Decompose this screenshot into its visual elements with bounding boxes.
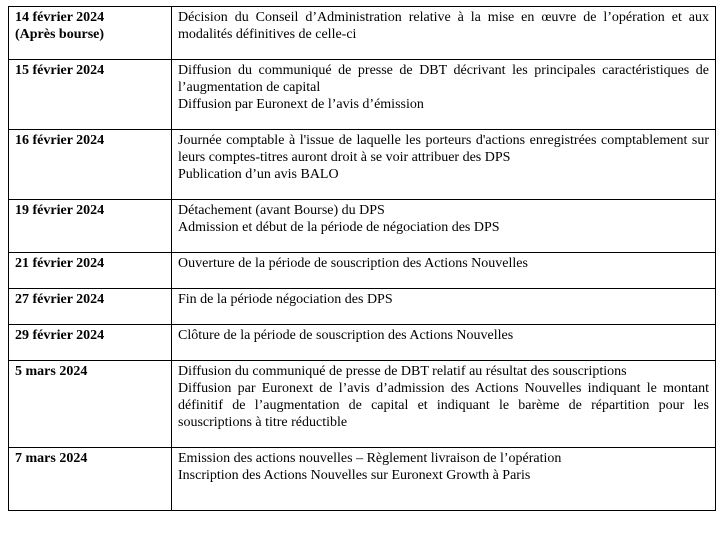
date-line: 21 février 2024 (15, 256, 105, 271)
date-line: 7 mars 2024 (15, 451, 88, 466)
description-line: Admission et début de la période de négociation des DPS (178, 220, 500, 235)
schedule-description (172, 60, 716, 130)
schedule-description (172, 130, 716, 200)
schedule-row (9, 200, 716, 253)
schedule-date (9, 361, 172, 448)
date-line: 14 février 2024 (15, 10, 105, 25)
description-line: Fin de la période négociation des DPS (178, 292, 393, 307)
date-line: 5 mars 2024 (15, 364, 88, 379)
schedule-row (9, 361, 716, 448)
schedule-row (9, 60, 716, 130)
schedule-body (9, 7, 716, 511)
description-line: Publication d’un avis BALO (178, 167, 339, 182)
schedule-description (172, 7, 716, 60)
schedule-table (8, 6, 716, 511)
schedule-date (9, 7, 172, 60)
schedule-date (9, 200, 172, 253)
schedule-date (9, 289, 172, 325)
description-line: Diffusion du communiqué de presse de DBT relatif au résultat des souscriptions (178, 364, 627, 379)
schedule-row (9, 7, 716, 60)
description-line: Ouverture de la période de souscription des Actions Nouvelles (178, 256, 528, 271)
date-line: 15 février 2024 (15, 63, 105, 78)
description-line: Décision du Conseil d’Administration relative à la mise en œuvre de l’opération et aux modalités définitives de celle-ci (178, 10, 709, 42)
description-line: Inscription des Actions Nouvelles sur Euronext Growth à Paris (178, 468, 531, 483)
description-line: Diffusion du communiqué de presse de DBT décrivant les principales caractéristiques de l’augmentation de capital (178, 63, 709, 95)
description-line: Emission des actions nouvelles – Règlement livraison de l’opération (178, 451, 562, 466)
schedule-date (9, 325, 172, 361)
schedule-row (9, 130, 716, 200)
date-line: (Après bourse) (15, 27, 105, 42)
schedule-date (9, 448, 172, 511)
schedule-description (172, 361, 716, 448)
schedule-row (9, 289, 716, 325)
schedule-date (9, 253, 172, 289)
schedule-description (172, 289, 716, 325)
schedule-date (9, 60, 172, 130)
description-line: Diffusion par Euronext de l’avis d’admission des Actions Nouvelles indiquant le montant définitif de l’augmentation de capital et indiquant le barème de répartition pour les souscriptions à titre réductible (178, 381, 709, 430)
date-line: 27 février 2024 (15, 292, 105, 307)
schedule-row (9, 448, 716, 511)
date-line: 19 février 2024 (15, 203, 105, 218)
schedule-date (9, 130, 172, 200)
description-line: Diffusion par Euronext de l’avis d’émission (178, 97, 424, 112)
description-line: Détachement (avant Bourse) du DPS (178, 203, 385, 218)
schedule-description (172, 253, 716, 289)
schedule-description (172, 325, 716, 361)
schedule-row (9, 325, 716, 361)
date-line: 16 février 2024 (15, 133, 105, 148)
schedule-row (9, 253, 716, 289)
date-line: 29 février 2024 (15, 328, 105, 343)
description-line: Journée comptable à l'issue de laquelle les porteurs d'actions enregistrées comptablement sur leurs comptes-titres auront droit à se voir attribuer des DPS (178, 133, 709, 165)
description-line: Clôture de la période de souscription des Actions Nouvelles (178, 328, 514, 343)
schedule-description (172, 448, 716, 511)
schedule-description (172, 200, 716, 253)
